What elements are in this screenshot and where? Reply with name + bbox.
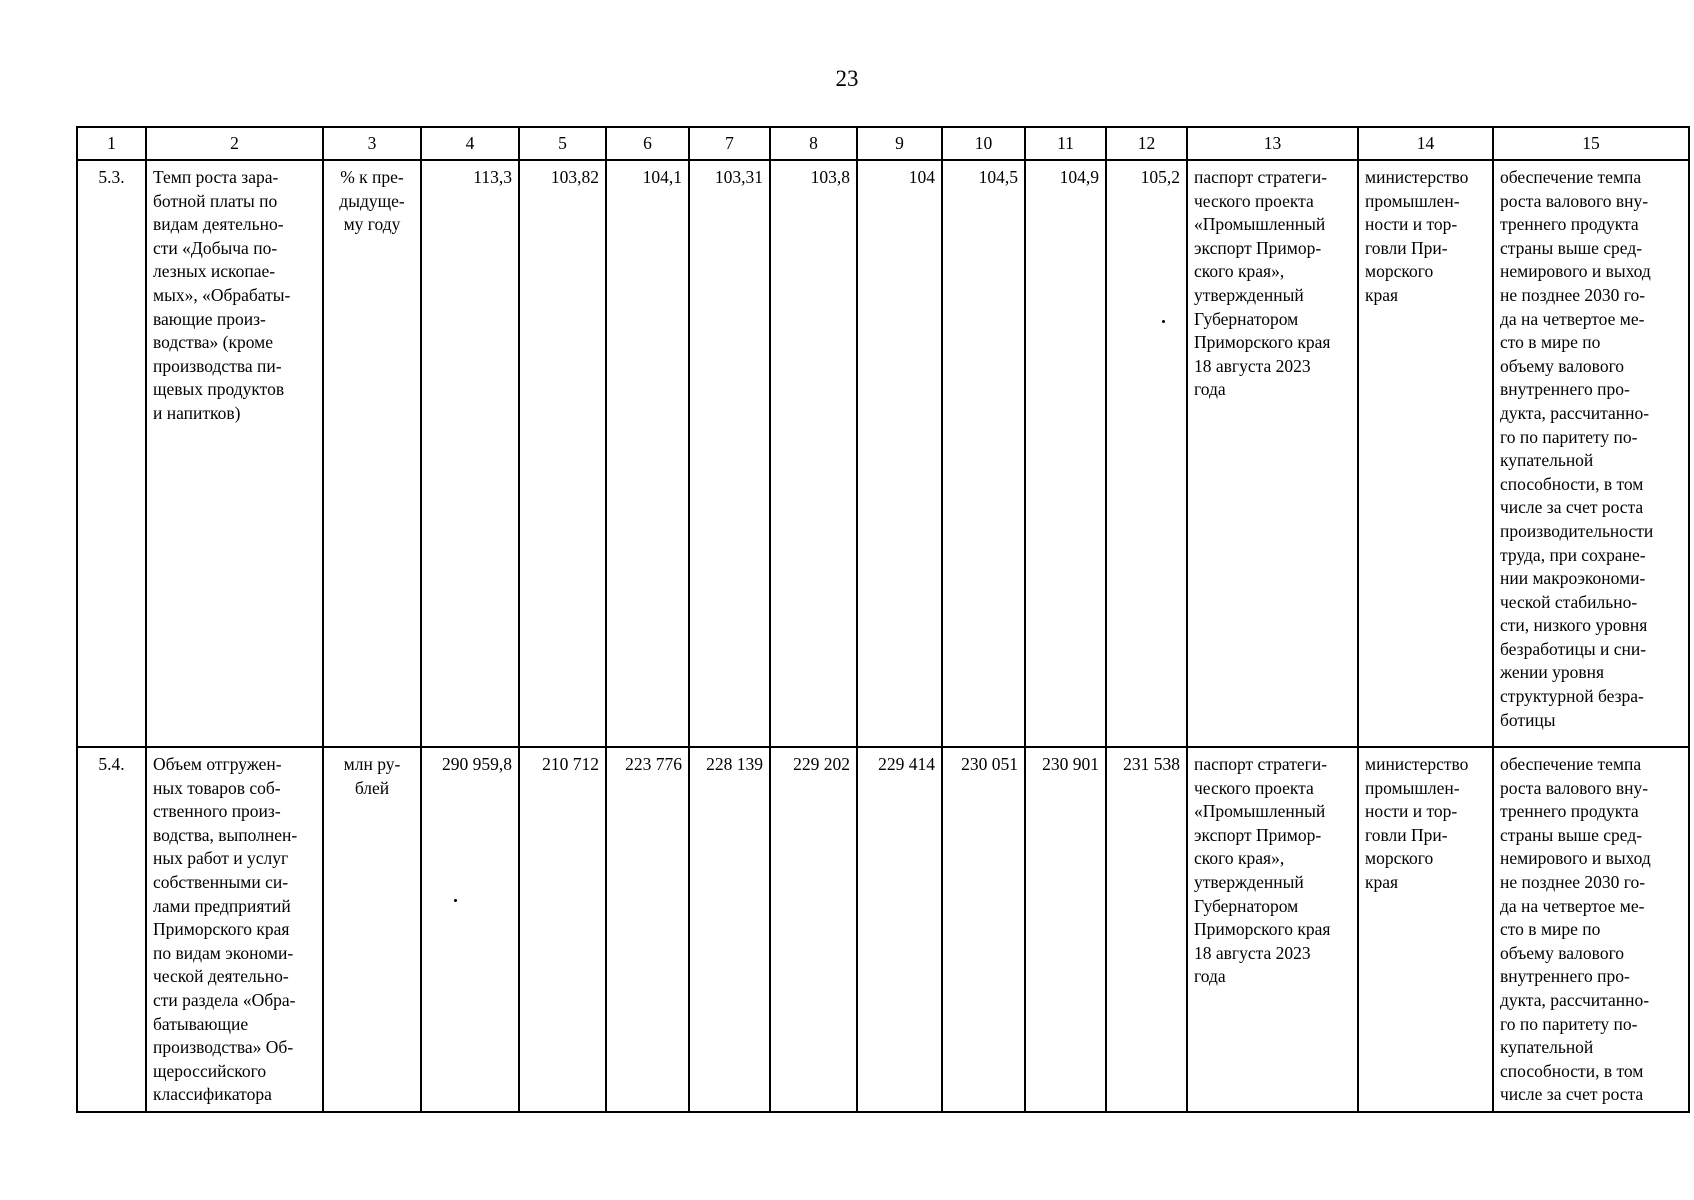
column-header: 3	[323, 127, 421, 160]
value-cell: 104,1	[606, 160, 689, 747]
indicator-name-text: Объем отгружен- ных товаров соб- ственного произ- водства, выполнен- ных работ и услуг собственными си- лами предприятий Приморского края по видам экономи- ческой деятельно- сти раздела «Обра- батывающие производства» Об- щероссийского классификатора	[153, 754, 298, 1105]
row-code-cell: 5.4.	[77, 747, 146, 1112]
value-cell: 103,82	[519, 160, 606, 747]
unit-text: млн ру- блей	[343, 754, 401, 798]
value-cell: 113,3	[421, 160, 519, 747]
source-document-cell	[1187, 160, 1358, 747]
responsible-text: министерство промышлен- ности и тор- говли При- морского края	[1365, 754, 1469, 892]
row-code-cell: 5.3.	[77, 160, 146, 747]
column-header: 7	[689, 127, 770, 160]
source-document-text: паспорт стратеги- ческого проекта «Промышленный экспорт Примор- ского края», утвержденный Губернатором Приморского края 18 августа 2023 года	[1194, 167, 1331, 400]
column-header: 1	[77, 127, 146, 160]
value-cell: 230 051	[942, 747, 1025, 1112]
column-header: 10	[942, 127, 1025, 160]
value-cell: 290 959,8	[421, 747, 519, 1112]
column-header: 4	[421, 127, 519, 160]
value-cell: 229 414	[857, 747, 942, 1112]
goal-cell	[1493, 160, 1689, 747]
unit-cell	[323, 747, 421, 1112]
responsible-cell	[1358, 160, 1493, 747]
table-header-row	[77, 127, 1689, 160]
unit-text: % к пре- дыдуще- му году	[339, 167, 405, 235]
indicator-name-cell	[146, 747, 323, 1112]
source-document-cell	[1187, 747, 1358, 1112]
value-cell: 223 776	[606, 747, 689, 1112]
table-row	[77, 747, 1689, 1112]
column-header: 9	[857, 127, 942, 160]
column-header: 12	[1106, 127, 1187, 160]
value-cell: 103,8	[770, 160, 857, 747]
column-header: 14	[1358, 127, 1493, 160]
indicators-table	[76, 126, 1690, 1113]
value-cell: 105,2	[1106, 160, 1187, 747]
goal-cell	[1493, 747, 1689, 1112]
value-cell: 104	[857, 160, 942, 747]
unit-cell	[323, 160, 421, 747]
column-header: 5	[519, 127, 606, 160]
value-cell: 229 202	[770, 747, 857, 1112]
column-header: 8	[770, 127, 857, 160]
column-header: 11	[1025, 127, 1106, 160]
scan-speck	[454, 899, 457, 902]
value-cell: 210 712	[519, 747, 606, 1112]
column-header: 13	[1187, 127, 1358, 160]
page-number: 23	[835, 66, 859, 91]
table-row	[77, 160, 1689, 747]
value-cell: 230 901	[1025, 747, 1106, 1112]
value-cell: 103,31	[689, 160, 770, 747]
goal-text: обеспечение темпа роста валового вну- треннего продукта страны выше сред- немирового и выход не позднее 2030 го- да на четвертое ме- сто в мире по объему валового внутреннего про- дукта, рассчитанно- го по паритету по- купательной способности, в том числе за счет роста	[1500, 754, 1651, 1105]
value-cell: 104,9	[1025, 160, 1106, 747]
value-cell: 228 139	[689, 747, 770, 1112]
indicator-name-text: Темп роста зара- ботной платы по видам деятельно- сти «Добыча по- лезных ископае- мых», «Обрабаты- вающие произ- водства» (кроме производства пи- щевых продуктов и напитков)	[153, 167, 291, 423]
column-header: 2	[146, 127, 323, 160]
value-cell: 104,5	[942, 160, 1025, 747]
goal-text: обеспечение темпа роста валового вну- треннего продукта страны выше сред- немирового и выход не позднее 2030 го- да на четвертое ме- сто в мире по объему валового внутреннего про- дукта, рассчитанно- го по паритету по- купательной способности, в том числе за счет роста производительности труда, при сохране- нии макроэкономи- ческой стабильно- сти, низкого уровня безработицы и сни- жении уровня структурной безра- ботицы	[1500, 167, 1654, 730]
indicator-name-cell	[146, 160, 323, 747]
column-header: 15	[1493, 127, 1689, 160]
responsible-text: министерство промышлен- ности и тор- говли При- морского края	[1365, 167, 1469, 305]
column-header: 6	[606, 127, 689, 160]
responsible-cell	[1358, 747, 1493, 1112]
source-document-text: паспорт стратеги- ческого проекта «Промышленный экспорт Примор- ского края», утвержденный Губернатором Приморского края 18 августа 2023 года	[1194, 754, 1331, 987]
value-cell: 231 538	[1106, 747, 1187, 1112]
scan-speck	[1162, 320, 1165, 323]
